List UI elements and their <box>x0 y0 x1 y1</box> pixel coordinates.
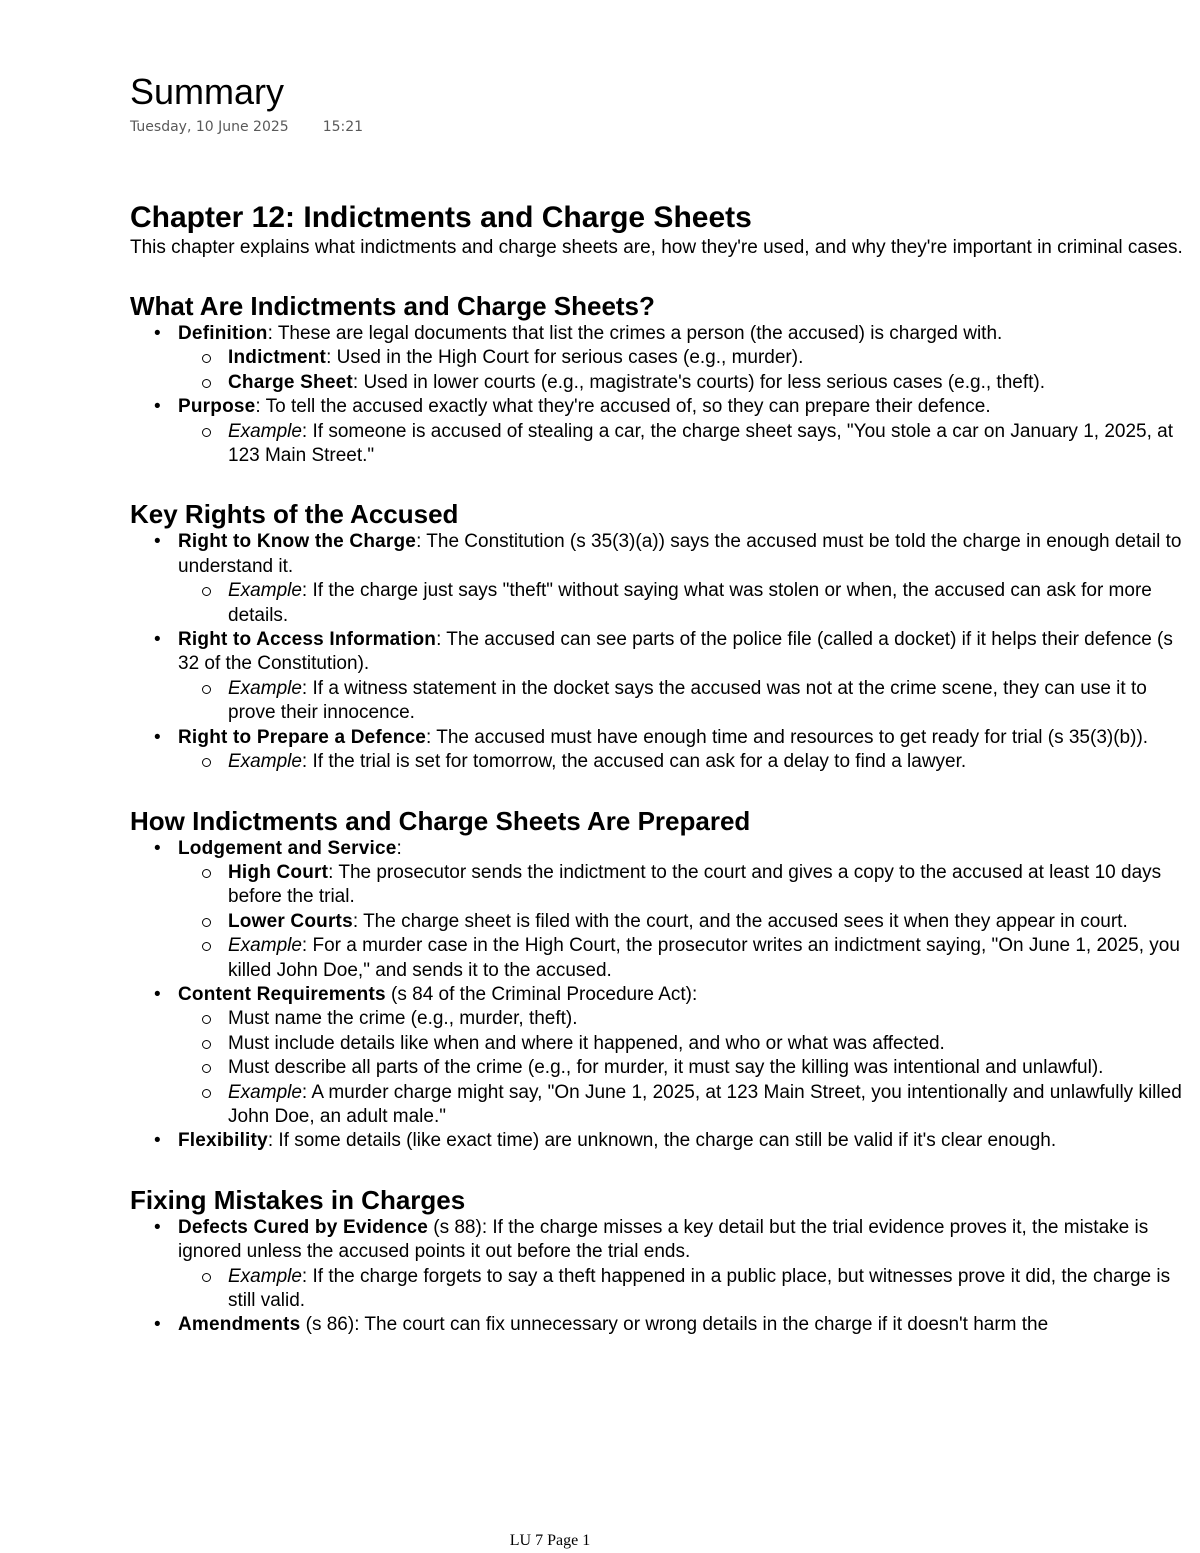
item-text: : These are legal documents that list the crimes a person (the accused) is charged with. <box>267 323 1003 344</box>
page-meta <box>130 119 363 135</box>
sub-list <box>178 677 1190 726</box>
list-item <box>178 395 1190 468</box>
item-text: : If the trial is set for tomorrow, the accused can ask for a delay to find a lawyer. <box>301 751 967 773</box>
item-label: Amendments <box>178 1314 301 1336</box>
chapter-intro: This chapter explains what indictments and charge sheets are, how they're used, and why they're important in criminal cases. <box>130 237 1183 258</box>
item-label: Indictment <box>228 347 327 369</box>
list-item <box>178 726 1190 775</box>
list-item <box>228 346 1190 370</box>
example-label: Example <box>228 580 302 602</box>
example-label: Example <box>228 751 302 773</box>
sub-list <box>178 420 1190 469</box>
item-text: : If a witness statement in the docket says the accused was not at the crime scene, they can use it to prove their innocence. <box>228 677 1147 724</box>
item-label: Purpose <box>178 396 256 418</box>
section-heading: Fixing Mistakes in Charges <box>130 1184 466 1215</box>
list-item <box>228 579 1190 628</box>
item-label: Flexibility <box>178 1130 268 1152</box>
item-label: Right to Prepare a Defence <box>178 726 427 748</box>
item-text: : The accused can see parts of the police file (called a docket) if it helps their defence (s 32 of the Constitution). <box>178 629 1173 675</box>
list-item <box>178 837 1190 983</box>
section-heading: Key Rights of the Accused <box>130 499 459 530</box>
item-text: : If some details (like exact time) are unknown, the charge can still be valid if it's clear enough. <box>267 1130 1057 1152</box>
section-heading: How Indictments and Charge Sheets Are Prepared <box>130 805 751 836</box>
example-label: Example <box>228 1265 302 1287</box>
item-text: : If the charge forgets to say a theft happened in a public place, but witnesses prove it did, the charge is still valid. <box>228 1265 1171 1311</box>
list-item <box>178 628 1190 726</box>
item-text: : If someone is accused of stealing a car, the charge sheet says, "You stole a car on January 1, 2025, at 123 Main Street." <box>228 420 1173 467</box>
bullet-list <box>130 322 1190 468</box>
sub-list <box>178 861 1190 983</box>
list-item <box>178 983 1190 1129</box>
item-label: Charge Sheet <box>228 371 353 393</box>
page-date: Tuesday, 10 June 2025 <box>130 119 289 135</box>
list-item <box>178 1313 1190 1337</box>
bullet-list <box>130 1216 1190 1338</box>
sub-list <box>178 1265 1190 1314</box>
list-item <box>228 677 1190 726</box>
item-label: Definition <box>178 323 268 344</box>
sub-list <box>178 750 1190 774</box>
item-text: (s 88): If the charge misses a key detail but the trial evidence proves it, the mistake is ignored unless the accused points it out before the trial ends. <box>178 1216 1149 1263</box>
list-item <box>178 1216 1190 1314</box>
example-label: Example <box>228 420 302 442</box>
item-label: High Court <box>228 861 329 883</box>
item-text: : A murder charge might say, "On June 1, 2025, at 123 Main Street, you intentionally and unlawfully killed John Doe, an adult male." <box>228 1081 1182 1127</box>
list-item <box>228 750 1190 774</box>
item-text: : <box>396 837 402 859</box>
bullet-list <box>130 837 1190 1154</box>
page-time: 15:21 <box>322 119 364 135</box>
list-item <box>228 910 1190 934</box>
page-footer: LU 7 Page 1 <box>509 1532 591 1549</box>
example-label: Example <box>228 1081 302 1103</box>
item-label: Defects Cured by Evidence <box>178 1216 428 1238</box>
example-label: Example <box>228 677 302 699</box>
list-item <box>178 322 1190 395</box>
item-text: : For a murder case in the High Court, the prosecutor writes an indictment saying, "On June 1, 2025, you killed John Doe," and sends it to the accused. <box>228 935 1180 981</box>
section-heading: What Are Indictments and Charge Sheets? <box>130 291 655 321</box>
list-item: Must include details like when and where it happened, and who or what was affected. <box>228 1032 1190 1056</box>
bullet-list <box>130 530 1190 774</box>
sub-list <box>178 1007 1190 1129</box>
item-text: (s 86): The court can fix unnecessary or wrong details in the charge if it doesn't harm the <box>300 1314 1049 1336</box>
list-item: Must describe all parts of the crime (e.g., for murder, it must say the killing was intentional and unlawful). <box>228 1056 1190 1080</box>
list-item <box>228 934 1190 983</box>
list-item <box>228 1265 1190 1314</box>
list-item <box>228 1081 1190 1130</box>
item-text: : The Constitution (s 35(3)(a)) says the accused must be told the charge in enough detail to understand it. <box>178 531 1182 577</box>
list-item <box>178 1129 1190 1153</box>
item-text: : The accused must have enough time and resources to get ready for trial (s 35(3)(b)). <box>426 726 1149 748</box>
item-label: Lodgement and Service <box>178 837 397 859</box>
item-label: Right to Know the Charge <box>178 531 417 553</box>
list-item <box>228 371 1190 395</box>
sub-list <box>178 346 1190 395</box>
item-text: : The charge sheet is filed with the court, and the accused sees it when they appear in court. <box>352 910 1128 932</box>
item-text: (s 84 of the Criminal Procedure Act): <box>385 983 698 1005</box>
item-label: Content Requirements <box>178 983 386 1005</box>
item-text: : The prosecutor sends the indictment to the court and gives a copy to the accused at least 10 days before the trial. <box>228 861 1162 908</box>
example-label: Example <box>228 935 302 957</box>
chapter-title: Chapter 12: Indictments and Charge Sheets <box>130 201 752 234</box>
page-title: Summary <box>130 71 285 112</box>
item-text: : Used in lower courts (e.g., magistrate's courts) for less serious cases (e.g., theft). <box>352 371 1045 393</box>
list-item <box>178 530 1190 628</box>
list-item <box>228 861 1190 910</box>
sub-list <box>178 579 1190 628</box>
item-text: : To tell the accused exactly what they're accused of, so they can prepare their defence. <box>255 396 991 418</box>
item-text: : If the charge just says "theft" without saying what was stolen or when, the accused can ask for more details. <box>228 580 1152 626</box>
list-item: Must name the crime (e.g., murder, theft). <box>228 1007 1190 1031</box>
list-item <box>228 420 1190 469</box>
note-content <box>130 200 1190 1338</box>
item-text: : Used in the High Court for serious cases (e.g., murder). <box>326 347 804 369</box>
item-label: Right to Access Information <box>178 629 437 651</box>
item-label: Lower Courts <box>228 910 353 932</box>
